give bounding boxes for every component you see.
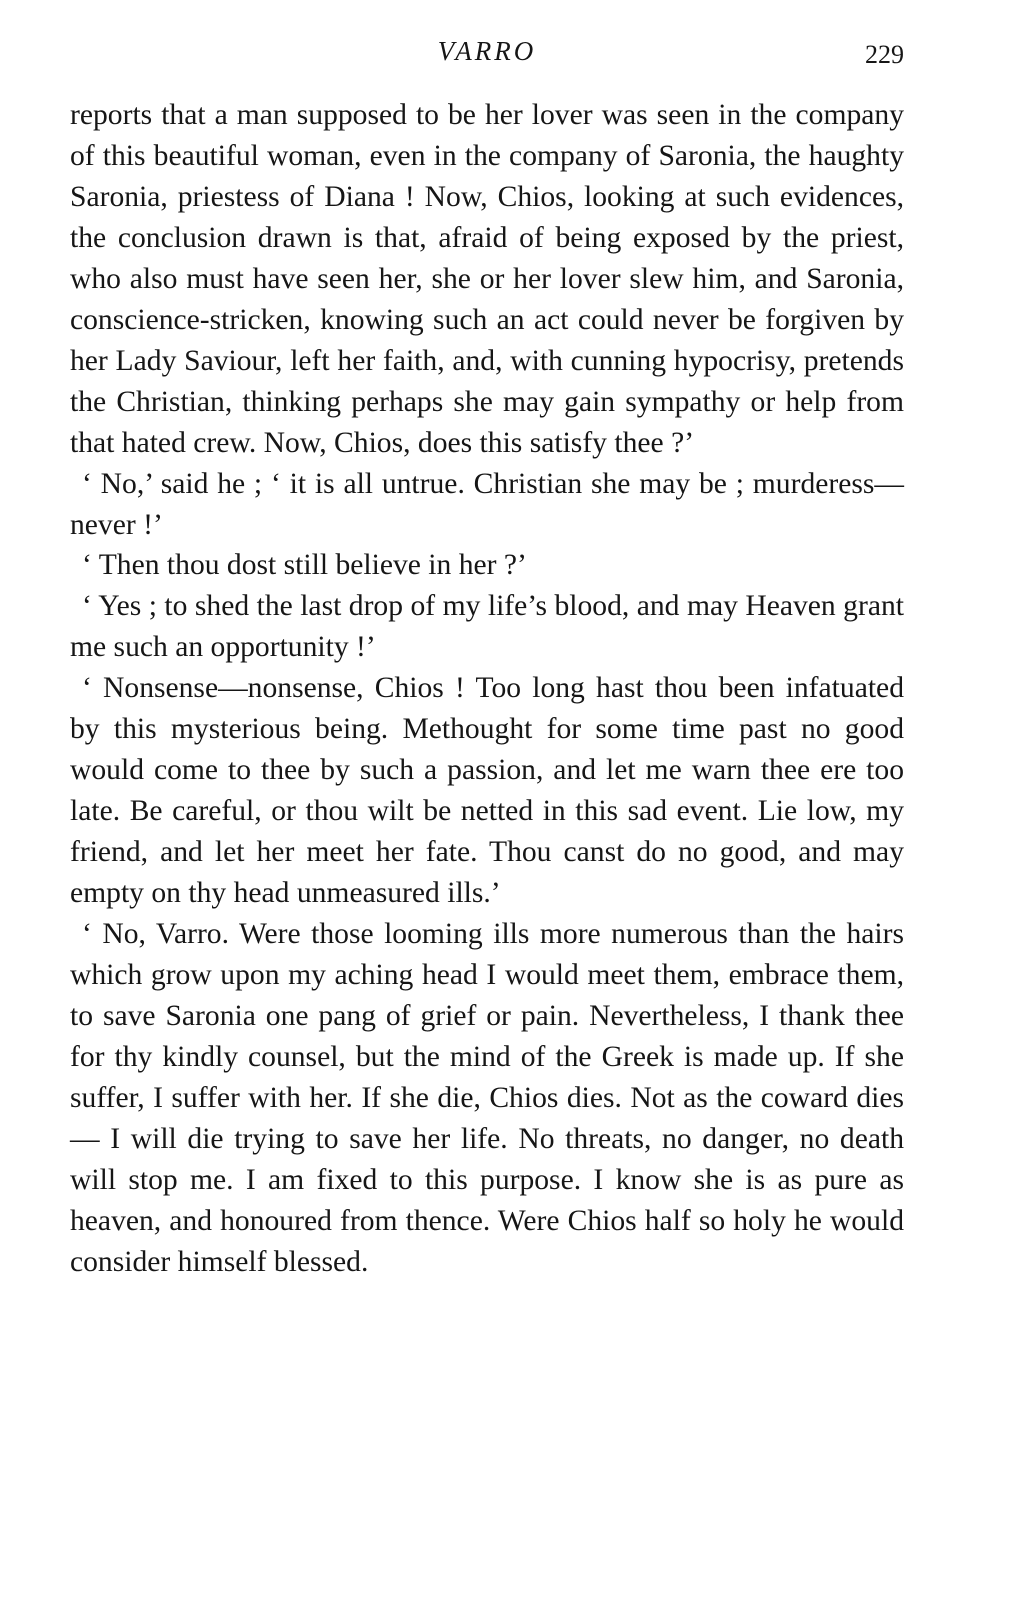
paragraph: ‘ Nonsense—nonsense, Chios ! Too long hast thou been infatuated by this mysterious being. Methought for some time past no good would come to thee by such a passion, and let me warn thee ere too late. Be careful, or thou wilt be netted in this sad event. Lie low, my friend, and let her meet her fate. Thou canst do no good, and may empty on thy head unmeasured ills.’: [70, 672, 904, 910]
paragraph: ‘ Then thou dost still believe in her ?’: [82, 549, 527, 582]
page-header: [70, 28, 904, 78]
page-number: 229: [865, 40, 904, 69]
paragraph: ‘ No, Varro. Were those looming ills more numerous than the hairs which grow upon my aching head I would meet them, embrace them, to save Saronia one pang of grief or pain. Nevertheless, I thank thee for thy kindly counsel, but the mind of the Greek is made up. If she suffer, I suffer with her. If she die, Chios dies. Not as the coward dies — I will die trying to save her life. No threats, no danger, no death will stop me. I am fixed to this purpose. I know she is as pure as heaven, and honoured from thence. Were Chios half so holy he would consider himself blessed.: [70, 918, 904, 1278]
body-text: [70, 95, 904, 1283]
running-head: VARRO: [437, 36, 537, 66]
paragraph: ‘ No,’ said he ; ‘ it is all untrue. Christian she may be ; murderess—never !’: [70, 467, 904, 541]
paragraph: ‘ Yes ; to shed the last drop of my life’s blood, and may Heaven grant me such an opportunity !’: [70, 590, 904, 664]
paragraph: reports that a man supposed to be her lover was seen in the company of this beautiful woman, even in the company of Saronia, the haughty Saronia, priestess of Diana ! Now, Chios, looking at such evidences, the conclusion drawn is that, afraid of being exposed by the priest, who also must have seen her, she or her lover slew him, and Saronia, conscience-stricken, knowing such an act could never be forgiven by her Lady Saviour, left her faith, and, with cunning hypocrisy, pretends the Christian, thinking perhaps she may gain sympathy or help from that hated crew. Now, Chios, does this satisfy thee ?’: [70, 99, 904, 459]
